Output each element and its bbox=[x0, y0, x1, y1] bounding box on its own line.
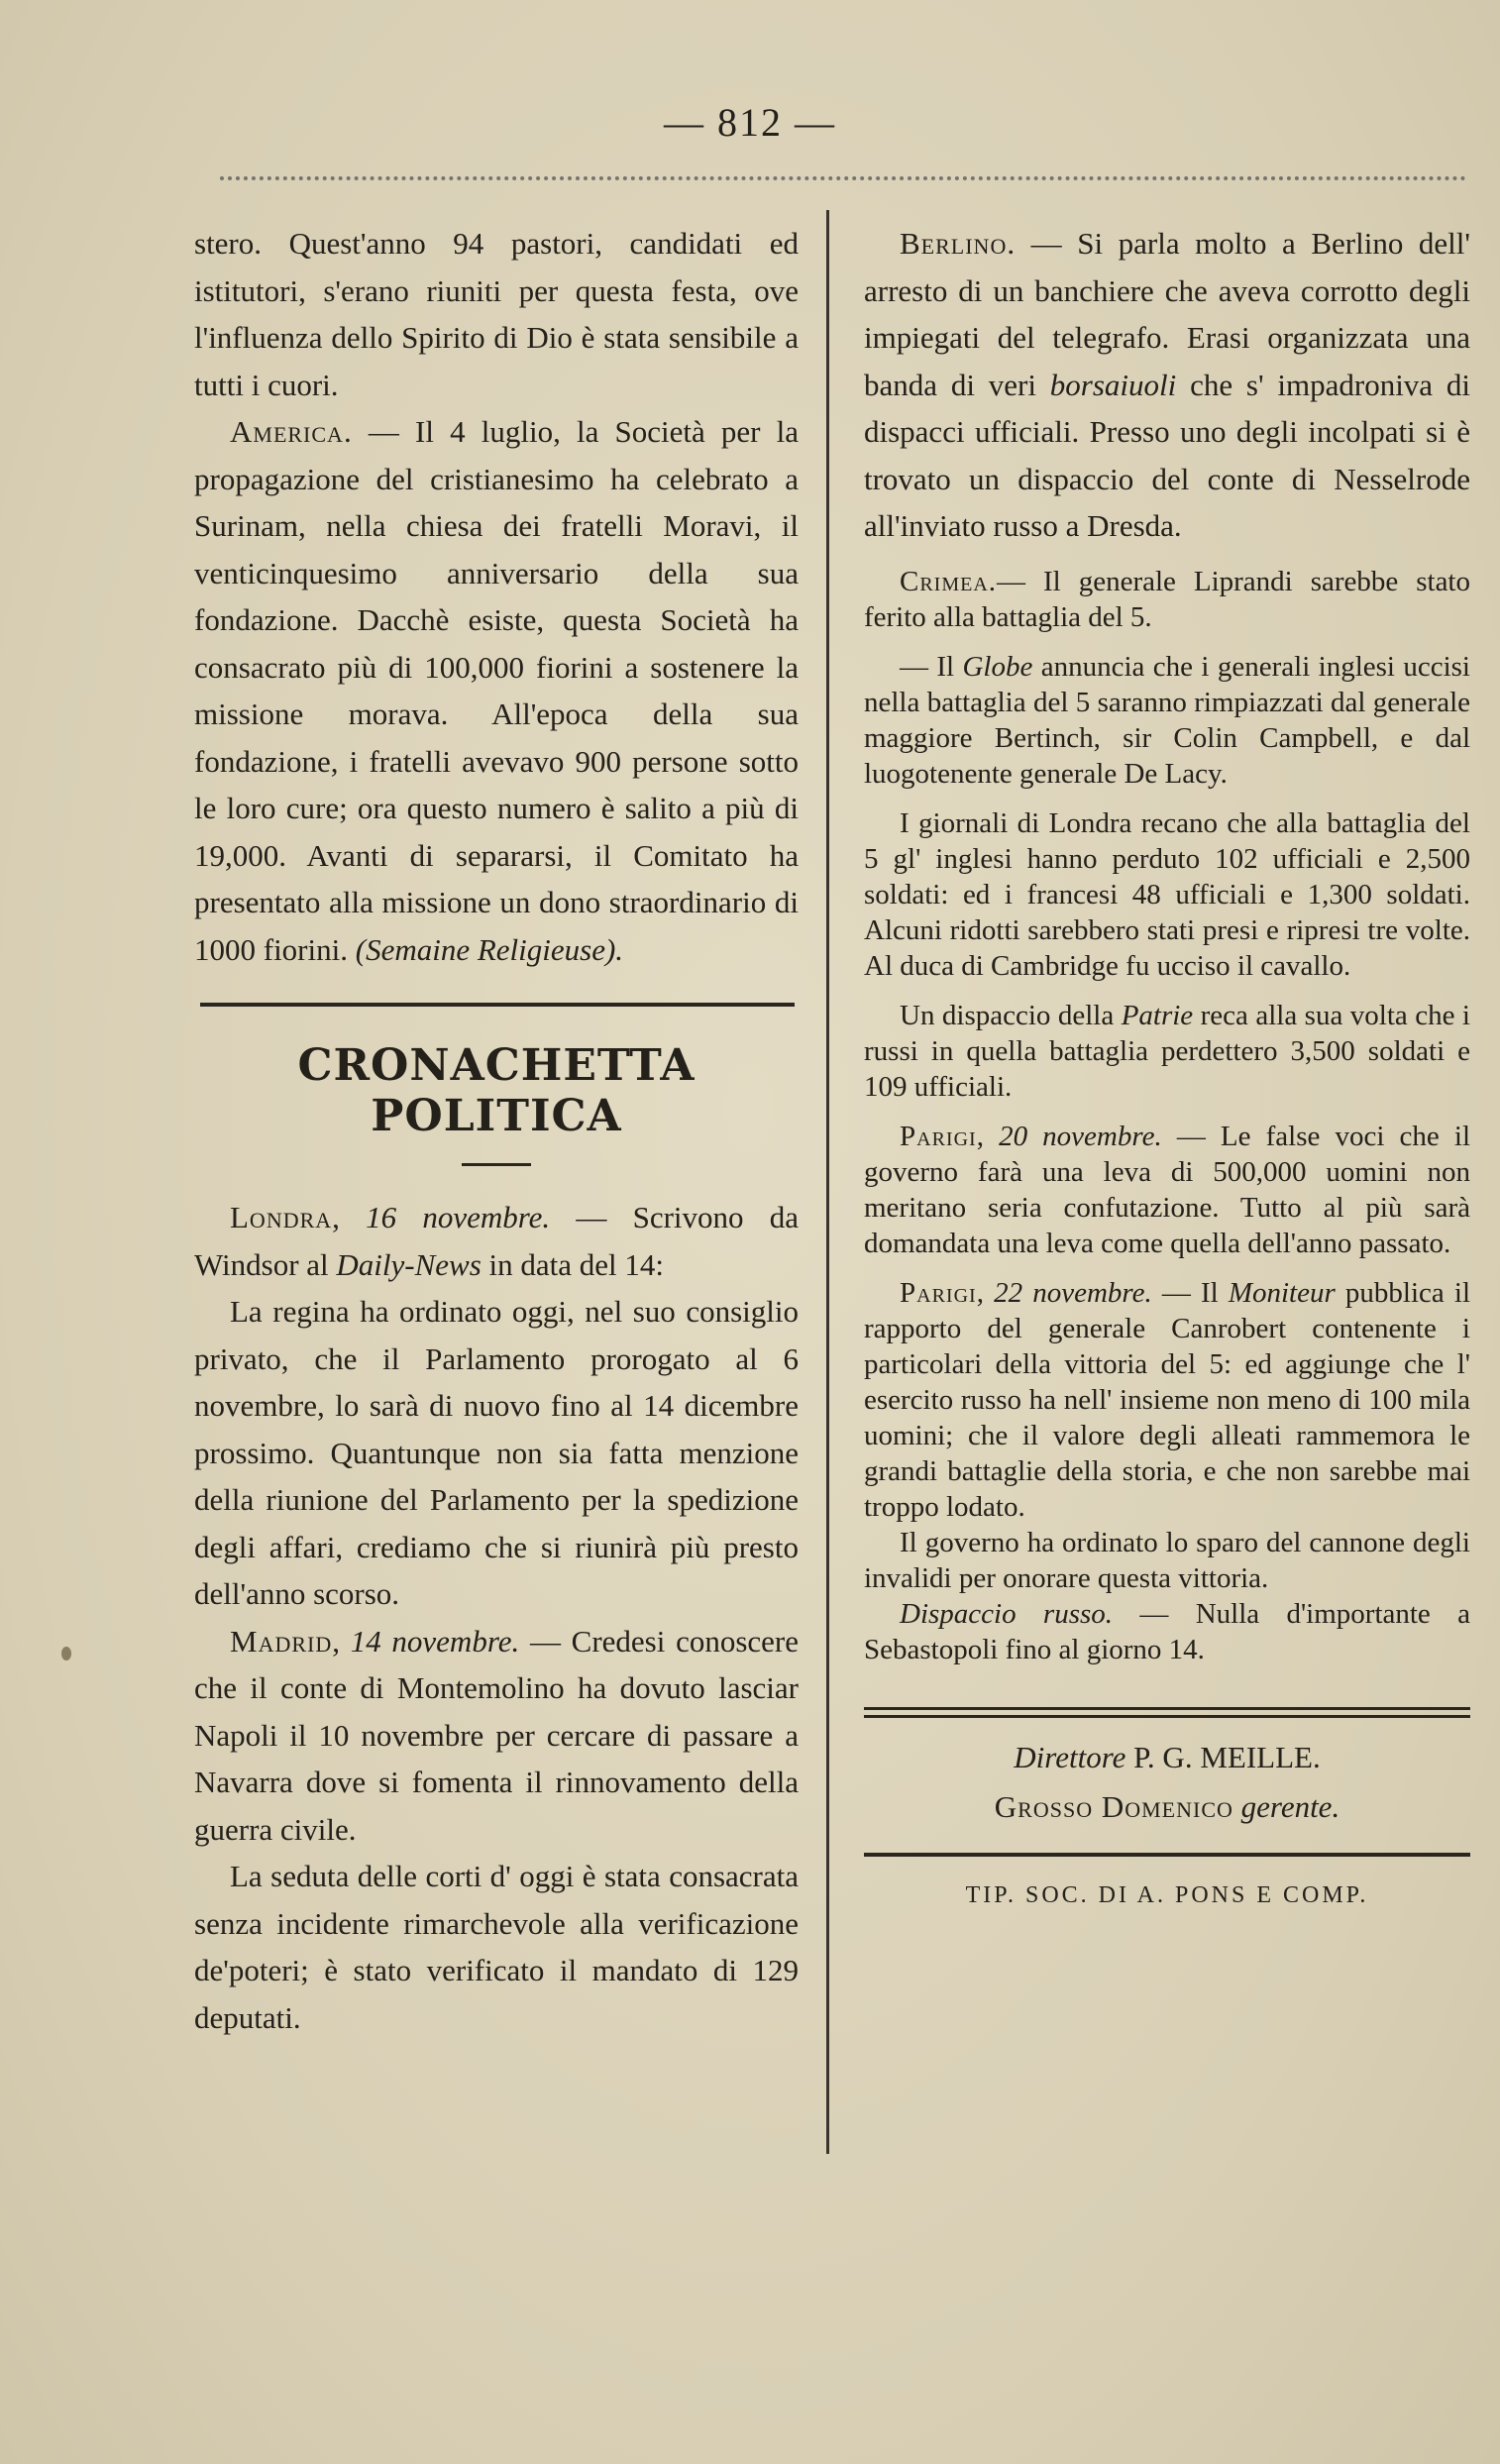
editor-label: Direttore bbox=[1014, 1739, 1126, 1774]
paragraph-text: — Il 4 luglio, la Società per la propagazione del cristianesimo ha celebrato a Surinam, nella chiesa dei fratelli Moravi, il venticinquesimo anniversario della sua fondazione. Dacchè esiste, questa Società ha consacrato più di 100,000 fiorini a sostenere la missione morava. All'epoca della sua fondazione, i fratelli avevavo 900 persone sotto le loro cure; ora questo numero è salito a più di 19,000. Avanti di separarsi, il Comitato ha presentato alla missione un dono straordinario di 1000 fiorini. bbox=[194, 414, 799, 967]
manager-line bbox=[864, 1785, 1470, 1829]
right-column bbox=[864, 220, 1470, 1909]
paragraph-patrie bbox=[864, 998, 1470, 1105]
dateline-place: America. bbox=[230, 414, 353, 449]
left-column bbox=[194, 220, 799, 2041]
paragraph-text: pubblica il rapporto del generale Canrobert contenente i particolari della vittoria del 5: ed aggiunge che l' esercito russo ha nell' insieme non meno di 100 mila uomini; che il valore degli alleati rammemora le grandi battaglie della storia, e che non sarebbe mai troppo lodato. bbox=[864, 1276, 1471, 1523]
paragraph-text: — Il bbox=[900, 650, 963, 683]
editor-name: P. G. MEILLE. bbox=[1125, 1739, 1321, 1774]
paragraph-text: in data del 14: bbox=[481, 1246, 664, 1282]
spacer bbox=[864, 635, 1470, 649]
paragraph-text: — Il bbox=[1151, 1276, 1229, 1309]
page-number: — 812 — bbox=[664, 100, 836, 145]
column-divider bbox=[826, 210, 829, 2154]
paragraph-crimea bbox=[864, 564, 1470, 635]
italic-word: borsaiuoli bbox=[1049, 367, 1177, 402]
spacer bbox=[864, 984, 1470, 998]
paragraph-text: reca alla sua volta che i russi in quella battaglia perdettero 3,500 soldati e 109 ufficiali. bbox=[864, 999, 1470, 1103]
printer-rule bbox=[864, 1853, 1470, 1857]
footer-double-rule bbox=[864, 1707, 1470, 1718]
paragraph-text: — Le false voci che il governo farà una leva di 500,000 uomini non meritano seria confutazione. Tutto al più sarà domandata una leva come quella dell'anno passato. bbox=[864, 1120, 1470, 1259]
paragraph-america bbox=[194, 408, 799, 973]
paragraph-dispaccio-russo bbox=[864, 1596, 1470, 1667]
paragraph-stero: stero. Quest'anno 94 pastori, candidati ed istitutori, s'erano riuniti per questa festa, ove l'influenza dello Spirito di Dio è stata sensibile a tutti i cuori. bbox=[194, 226, 799, 402]
footer-rule bbox=[864, 1707, 1470, 1710]
paragraph-londra: Londra, 16 novembre. — Scrivono da Windsor al Daily-News in data del 14: bbox=[194, 1200, 800, 1282]
newspaper-name: Moniteur bbox=[1228, 1276, 1336, 1309]
spacer bbox=[864, 1105, 1470, 1119]
footer-rule bbox=[864, 1715, 1470, 1718]
printer-imprint: TIP. SOC. DI A. PONS E COMP. bbox=[965, 1881, 1369, 1908]
paragraph-text: annuncia che i generali inglesi uccisi nella battaglia del 5 saranno rimpiazzati dal generale maggiore Bertinch, sir Colin Campbell, e dal luogotenente generale De Lacy. bbox=[864, 650, 1470, 790]
dateline-place: Parigi bbox=[900, 1120, 977, 1152]
paragraph-giornali: I giornali di Londra recano che alla battaglia del 5 gl' inglesi hanno perduto 102 ufficiali e 2,500 soldati: ed i francesi 48 ufficiali e 1,300 soldati. Alcuni ridotti sarebbero stati presi e ripresi tre volte. Al duca di Cambridge fu ucciso il cavallo. bbox=[864, 806, 1470, 982]
spacer bbox=[864, 1261, 1470, 1275]
header-rule bbox=[220, 176, 1466, 180]
newspaper-name: Daily-News bbox=[336, 1246, 482, 1282]
paragraph-text: — Si parla molto a Berlino dell' arresto di un banchiere che aveva corrotto degli impiegati del telegrafo. Erasi organizzata una banda di veri bbox=[864, 226, 1470, 402]
dateline-place: Londra bbox=[230, 1200, 333, 1234]
source-citation: (Semaine Religieuse). bbox=[355, 931, 624, 967]
dispatch-label: Dispaccio russo. bbox=[900, 1597, 1114, 1630]
editor-line bbox=[864, 1736, 1470, 1779]
dateline-date: 22 novembre. bbox=[994, 1276, 1152, 1309]
spacer bbox=[864, 792, 1470, 805]
ink-blot bbox=[61, 1647, 71, 1661]
dateline-date: 14 novembre. bbox=[350, 1623, 520, 1659]
dateline-date: 16 novembre. bbox=[366, 1200, 551, 1234]
newspaper-name: Patrie bbox=[1121, 999, 1194, 1031]
paragraph-regina: La regina ha ordinato oggi, nel suo consiglio privato, che il Parlamento prorogato al 6 novembre, lo sarà di nuovo fino al 14 dicembre prossimo. Quantunque non sia fatta menzione della riunione del Parlamento per la spedizione degli affari, crediamo che si riunirà più presto dell'anno scorso. bbox=[194, 1294, 799, 1611]
paragraph-text: — Credesi conoscere che il conte di Montemolino ha dovuto lasciar Napoli il 10 novembre per cercare di passare a Navarra dove si fomenta il rinnovamento della guerra civile. bbox=[194, 1623, 799, 1847]
paragraph-governo: Il governo ha ordinato lo sparo del cannone degli invalidi per onorare questa vittoria. bbox=[864, 1526, 1470, 1594]
manager-label: gerente. bbox=[1240, 1788, 1340, 1824]
title-rule bbox=[462, 1163, 531, 1166]
paragraph-parigi-20: Parigi, 20 novembre. — Le false voci che il governo farà una leva di 500,000 uomini non meritano seria confutazione. Tutto al più sarà domandata una leva come quella dell'anno passato. bbox=[864, 1120, 1470, 1259]
paragraph-text: — Scrivono da Windsor al bbox=[194, 1200, 800, 1282]
manager-name: Grosso Domenico bbox=[994, 1788, 1233, 1824]
paragraph-text: — Il generale Liprandi sarebbe stato ferito alla battaglia del 5. bbox=[864, 565, 1470, 633]
paragraph-parigi-22: Parigi, 22 novembre. — Il Moniteur pubblica il rapporto del generale Canrobert contenente i particolari della vittoria del 5: ed aggiunge che l' esercito russo ha nell' insieme non meno di 100 mila uomini; che il valore degli alleati rammemora le grandi battaglie della storia, e che non sarebbe mai troppo lodato. bbox=[864, 1276, 1471, 1523]
paragraph-madrid: Madrid, 14 novembre. — Credesi conoscere che il conte di Montemolino ha dovuto lasciar Napoli il 10 novembre per cercare di passare a Navarra dove si fomenta il rinnovamento della guerra civile. bbox=[194, 1623, 799, 1847]
dateline-place: Crimea. bbox=[900, 565, 998, 597]
paragraph-text: che s' impadroniva di dispacci ufficiali. Presso uno degli incolpati si è trovato un dispaccio del conte di Nesselrode all'inviato russo a Dresda. bbox=[864, 367, 1471, 543]
paragraph-globe bbox=[864, 649, 1470, 792]
dateline-place: Madrid bbox=[230, 1623, 333, 1659]
dateline-place: Parigi bbox=[900, 1276, 977, 1309]
paragraph-text: — Nulla d'importante a Sebastopoli fino al giorno 14. bbox=[864, 1597, 1470, 1665]
paragraph-berlino bbox=[864, 220, 1470, 550]
newspaper-name: Globe bbox=[962, 650, 1033, 683]
section-title: CRONACHETTA POLITICA bbox=[297, 1040, 696, 1141]
dateline-date: 20 novembre. bbox=[999, 1120, 1162, 1152]
paragraph-seduta: La seduta delle corti d' oggi è stata consacrata senza incidente rimarchevole alla verificazione de'poteri; è stato verificato il mandato di 129 deputati. bbox=[194, 1859, 799, 2035]
paragraph-text: Un dispaccio della bbox=[900, 999, 1122, 1031]
spacer bbox=[864, 550, 1470, 564]
section-rule bbox=[200, 1003, 795, 1007]
dateline-place: Berlino. bbox=[900, 226, 1017, 261]
